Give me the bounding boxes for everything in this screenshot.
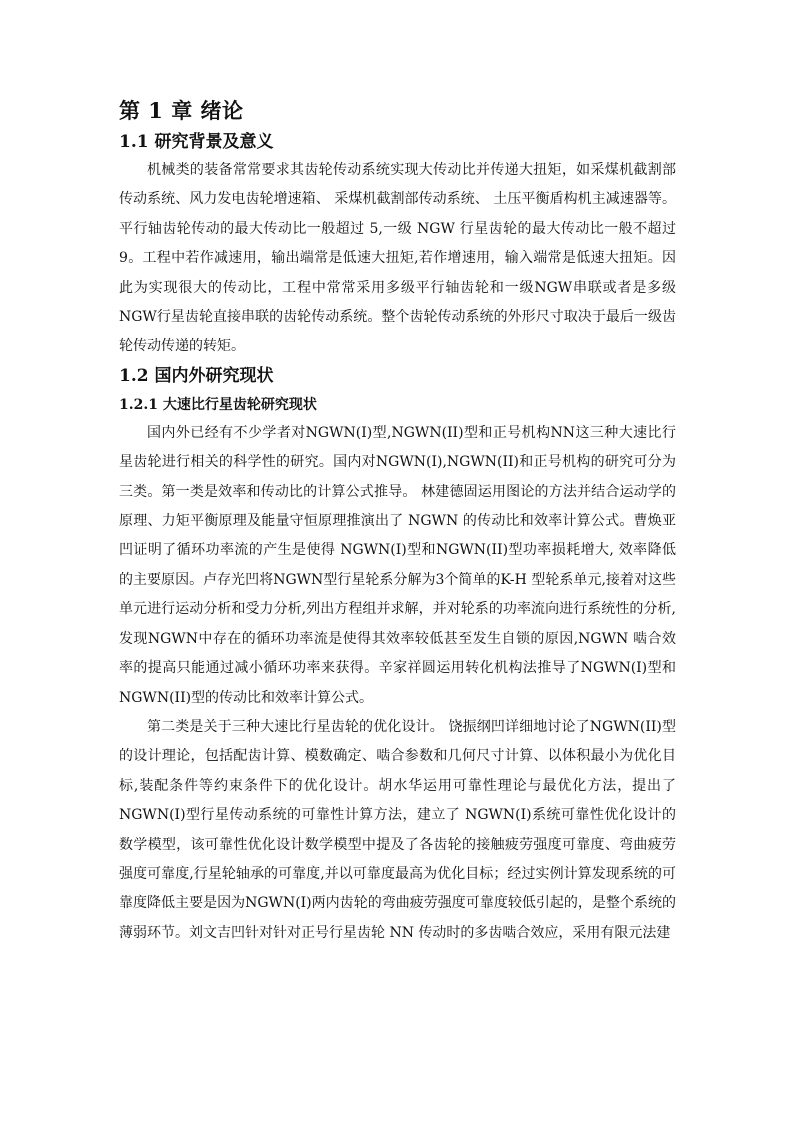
subsection-title-1-2-1: 1.2.1 大速比行星齿轮研究现状 (119, 396, 317, 413)
paragraph-1-1: 机械类的装备常常要求其齿轮传动系统实现大传动比并传递大扭矩，如采煤机截割部传动系统、风力发电齿轮增速箱、 采煤机截割部传动系统、 土压平衡盾构机主减速器等。平行轴齿轮传动的最大传动比一般超过 5,一级 NGW 行星齿轮的最大传动比一般不超过 9。工程中若作减速用，输出端常是低速大扭矩,若作增速用，输入端常是低速大扭矩。因此为实现很大的传动比，工程中常常采用多级平行轴齿轮和一级NGW串联或者是多级NGW行星齿轮直接串联的齿轮传动系统。整个齿轮传动系统的外形尺寸取决于最后一级齿轮传动传递的转矩。 (119, 162, 676, 355)
paragraph-1-2-1-a: 国内外已经有不少学者对NGWN(I)型,NGWN(II)型和正号机构NN这三种大速比行星齿轮进行相关的科学性的研究。国内对NGWN(I),NGWN(II)和正号机构的研究可分为三类。第一类是效率和传动比的计算公式推导。 林建德固运用图论的方法并结合运动学的原理、力矩平衡原理及能量守恒原理推演出了 NGWN 的传动比和效率计算公式。曹焕亚凹证明了循环功率流的产生是使得 NGWN(I)型和NGWN(II)型功率损耗增大, 效率降低的主要原因。卢存光凹将NGWN型行星轮系分解为3个简单的K-H 型轮系单元,接着对这些单元进行运动分析和受力分析,列出方程组并求解，并对轮系的功率流向进行系统性的分析,发现NGWN中存在的循环功率流是使得其效率较低甚至发生自锁的原因,NGWN 啮合效率的提高只能通过减小循环功率来获得。辛家祥圆运用转化机构法推导了NGWN(I)型和NGWN(II)型的传动比和效率计算公式。 (119, 424, 676, 706)
chapter-title: 第 1 章 绪论 (119, 98, 244, 123)
section-title-1-2: 1.2 国内外研究现状 (119, 365, 274, 386)
page-content (119, 96, 676, 948)
paragraph-1-2-1-b: 第二类是关于三种大速比行星齿轮的优化设计。 饶振纲凹详细地讨论了NGWN(II)型的设计理论，包括配齿计算、模数确定、啮合参数和几何尺寸计算、以体积最小为优化目标,装配条件等约束条件下的优化设计。胡水华运用可靠性理论与最优化方法，提出了 NGWN(I)型行星传动系统的可靠性计算方法，建立了 NGWN(I)系统可靠性优化设计的数学模型，该可靠性优化设计数学模型中提及了各齿轮的接触疲劳强度可靠度、弯曲疲劳强度可靠度,行星轮轴承的可靠度,并以可靠度最高为优化目标；经过实例计算发现系统的可靠度降低主要是因为NGWN(I)两内齿轮的弯曲疲劳强度可靠度较低引起的，是整个系统的薄弱环节。刘文吉凹针对针对正号行星齿轮 NN 传动时的多齿啮合效应，采用有限元法建 (119, 718, 676, 941)
section-title-1-1: 1.1 研究背景及意义 (119, 132, 274, 152)
